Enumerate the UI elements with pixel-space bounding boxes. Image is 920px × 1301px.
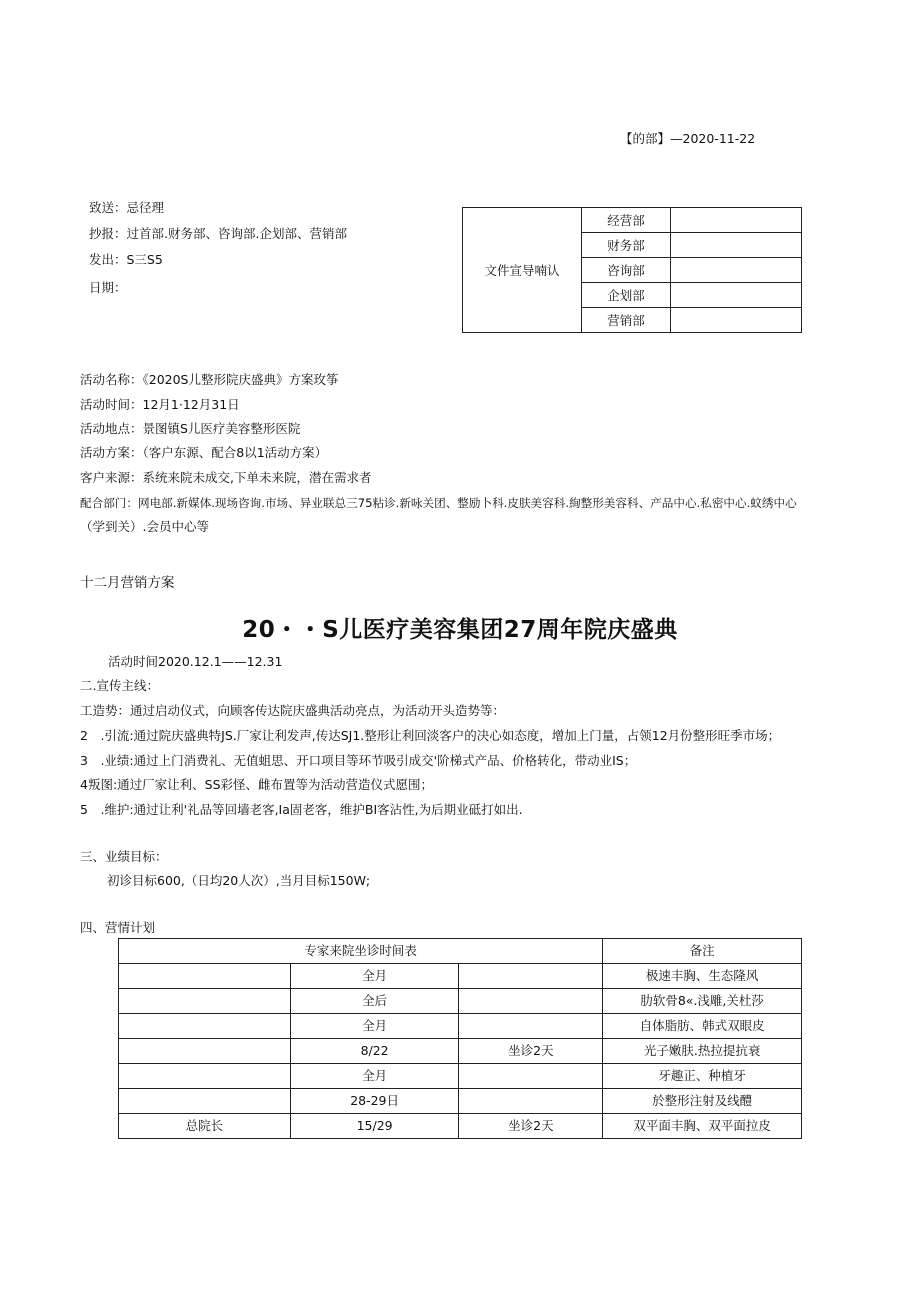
main-title: 20・・S儿医疗美容集团27周年院庆盛典 xyxy=(242,617,678,643)
dept-cell: 营销部 xyxy=(582,308,671,333)
activity-time: 活动时间：12月1·12月31日 xyxy=(80,397,240,412)
expert-cell xyxy=(119,989,291,1014)
duty-cell xyxy=(459,964,603,989)
note-cell: 双平面丰胸、双平面拉皮 xyxy=(603,1114,802,1139)
date-cell: 全月 xyxy=(290,964,459,989)
signature-cell xyxy=(671,233,802,258)
publicity-heading: 二.宣传主线： xyxy=(80,678,159,693)
expert-schedule-table xyxy=(118,938,802,1139)
activity-plan: 活动方案：（客户东源、配合8以1活动方案） xyxy=(80,445,328,460)
note-cell: 极速丰胸、生态隆风 xyxy=(603,964,802,989)
publicity-item: 3 .业绩:通过上门消费礼、无值蛆思、开口项目等环节吸引成交'阶梯式产品、价格转化，带动业IS； xyxy=(80,753,637,768)
duty-cell xyxy=(459,1014,603,1039)
table-row xyxy=(119,964,802,989)
activity-location: 活动地点：景图镇S儿医疗美容整形医院 xyxy=(80,421,301,436)
issued-by: 发出：S三S5 xyxy=(89,252,163,267)
targets-heading: 三、业绩目标： xyxy=(80,849,168,864)
duty-cell: 坐诊2天 xyxy=(459,1114,603,1139)
publicity-item: 5 .维护:通过让利'礼品等回墙老客,Ia固老客，维护BI客沾性,为后期业砥打如出. xyxy=(80,802,523,817)
table-row xyxy=(119,1039,802,1064)
signature-cell xyxy=(671,308,802,333)
targets-text: 初诊目标600,（日均20人次）,当月目标150W; xyxy=(107,873,371,888)
duty-cell xyxy=(459,989,603,1014)
signature-cell xyxy=(671,258,802,283)
duty-cell: 坐诊2天 xyxy=(459,1039,603,1064)
expert-cell: 总院长 xyxy=(119,1114,291,1139)
expert-cell xyxy=(119,1014,291,1039)
duty-cell xyxy=(459,1064,603,1089)
dept-cell: 经营部 xyxy=(582,208,671,233)
note-cell: 光子嫩肤.热拉提抗衰 xyxy=(603,1039,802,1064)
expert-cell xyxy=(119,964,291,989)
date-label: 日期： xyxy=(89,280,127,295)
note-cell: 肋软骨8«.浅雕,关杜莎 xyxy=(603,989,802,1014)
note-cell: 於整形注射及线醴 xyxy=(603,1089,802,1114)
dept-cell: 咨询部 xyxy=(582,258,671,283)
doc-reference: 【的部】—2020-11-22 xyxy=(620,131,756,146)
expert-cell xyxy=(119,1039,291,1064)
expert-cell xyxy=(119,1064,291,1089)
table-row xyxy=(119,989,802,1014)
cc-list: 抄报：过首部.财务部、咨询部.企划部、营销部 xyxy=(89,226,347,241)
publicity-item: 2 .引流:通过院庆盛典特JS.厂家让利发声,传达SJ1.整形让利回淡客户的决心如态度，增加上门量，占领12月份整形旺季市场； xyxy=(80,728,781,743)
table-row xyxy=(119,1089,802,1114)
dept-cell: 企划部 xyxy=(582,283,671,308)
note-cell: 牙趣正、种植牙 xyxy=(603,1064,802,1089)
signature-cell xyxy=(671,283,802,308)
note-header: 备注 xyxy=(603,939,802,964)
publicity-item: 4叛图:通过厂家让利、SS彩怪、雌布置等为活动营造仪式愿围； xyxy=(80,777,434,792)
signature-cell xyxy=(671,208,802,233)
date-cell: 28-29日 xyxy=(290,1089,459,1114)
date-cell: 15/29 xyxy=(290,1114,459,1139)
table-row xyxy=(119,1014,802,1039)
customer-source: 客户来源：系统来院未成交,下单未来院，潜在需求者 xyxy=(80,470,372,485)
confirm-label: 文件宣导喃认 xyxy=(463,208,582,333)
cooperating-departments: 配合部门：网电部.新媒体.现场咨询.市场、异业联总三75粘诊.新咏关团、整励卜科.皮肤美容科.絢整形美容科、产品中心.私密中心.蚊绣中心 xyxy=(80,496,797,510)
cooperating-departments-cont: （学到关）.会员中心等 xyxy=(80,519,209,534)
send-to: 致送：忌径理 xyxy=(89,200,165,215)
date-cell: 全月 xyxy=(290,1064,459,1089)
date-cell: 8/22 xyxy=(290,1039,459,1064)
section-title: 十二月营销方案 xyxy=(80,575,175,591)
schedule-header: 专家来院坐诊时间表 xyxy=(119,939,603,964)
date-cell: 全月 xyxy=(290,1014,459,1039)
dept-cell: 财务部 xyxy=(582,233,671,258)
date-cell: 全后 xyxy=(290,989,459,1014)
expert-cell xyxy=(119,1089,291,1114)
activity-period: 活动时间2020.12.1——12.31 xyxy=(108,654,283,669)
activity-name: 活动名称：《2020S儿整形院庆盛典》方案玫筝 xyxy=(80,372,339,387)
duty-cell xyxy=(459,1089,603,1114)
table-row xyxy=(119,1114,802,1139)
confirmation-table xyxy=(462,207,802,333)
table-row xyxy=(119,1064,802,1089)
publicity-item: 工造势：通过启动仪式，向顾客传达院庆盛典活动亮点，为活动开头造势等： xyxy=(80,703,506,718)
note-cell: 自体脂肪、韩式双眼皮 xyxy=(603,1014,802,1039)
plan-heading: 四、营情计划 xyxy=(80,920,156,935)
